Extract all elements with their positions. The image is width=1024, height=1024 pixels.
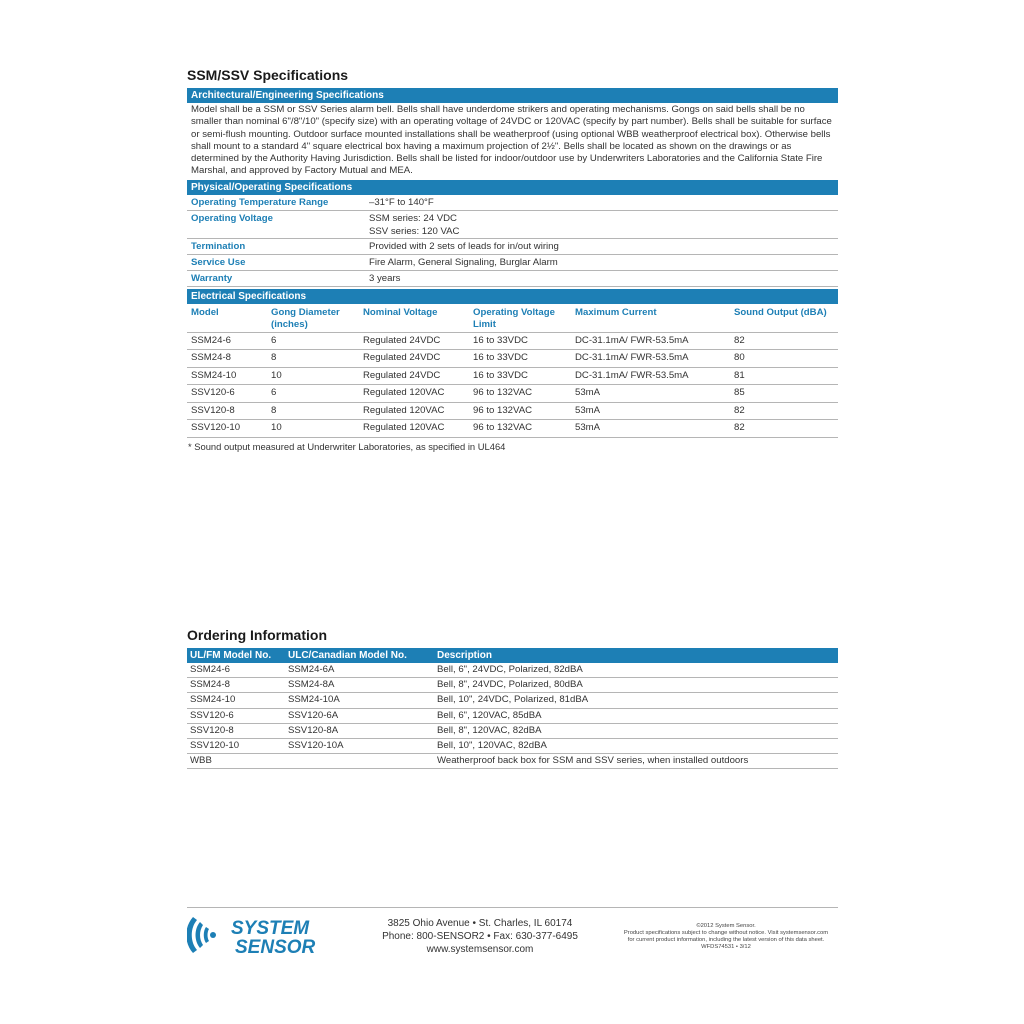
physical-spec-value-line: 3 years (369, 272, 401, 284)
table-row (187, 332, 838, 350)
physical-spec-value (365, 210, 838, 238)
logo-waves-icon (187, 913, 347, 958)
electrical-cell: 96 to 132VAC (469, 385, 571, 403)
electrical-cell: 10 (267, 367, 359, 385)
table-row (187, 385, 838, 403)
ordering-col-ulc: ULC/Canadian Model No. (288, 650, 407, 661)
physical-spec-row (187, 238, 838, 254)
ordering-cell: SSV120-6 (187, 708, 285, 723)
table-row (187, 738, 838, 753)
ordering-cell: SSV120-10 (187, 738, 285, 753)
electrical-cell: Regulated 24VDC (359, 350, 469, 368)
system-sensor-logo (187, 913, 347, 958)
footer-address: 3825 Ohio Avenue • St. Charles, IL 60174 (387, 918, 573, 929)
logo-text-sensor: SENSOR (235, 937, 316, 958)
ordering-cell: SSM24-8A (285, 678, 434, 693)
ordering-cell: Weatherproof back box for SSM and SSV series, when installed outdoors (434, 754, 838, 769)
electrical-cell: 82 (730, 332, 838, 350)
electrical-cell: SSV120-10 (187, 420, 267, 438)
table-row (187, 663, 838, 678)
ordering-cell: SSV120-10A (285, 738, 434, 753)
ordering-section (187, 627, 838, 769)
specifications-section (187, 67, 838, 452)
electrical-cell: 6 (267, 332, 359, 350)
ordering-header (187, 648, 838, 663)
footer-rule (187, 907, 838, 908)
physical-spec-value-line: –31°F to 140°F (369, 196, 434, 208)
physical-spec-label: Service Use (187, 254, 365, 270)
ordering-cell: SSV120-8 (187, 723, 285, 738)
footer-legal-line2: for current product information, including the latest version of this data sheet. (627, 937, 825, 943)
ordering-cell: SSM24-8 (187, 678, 285, 693)
electrical-cell: 81 (730, 367, 838, 385)
table-row (187, 678, 838, 693)
arch-spec-text: Model shall be a SSM or SSV Series alarm bell. Bells shall have underdome strikers and operating mechanisms. Gongs on said bells shall be no smaller than nominal 6"/8"/10" (specify size) with an operating voltage of 24VDC or 120VAC (specify by part number). Bells shall be suitable for surface or semi-flush mounting. Outdoor surface mounted installations shall be weatherproof (using optional WBB weatherproof electrical box). Otherwise bells shall mount to a standard 4" square electrical box having a maximum projection of 2½". Bells shall be located as shown on the drawings or as determined by the Authority Having Jurisdiction. Bells shall be listed for indoor/outdoor use by Underwriters Laboratories and the California State Fire Marshal, and approved by Factory Mutual and MEA. (191, 104, 832, 177)
physical-spec-row (187, 254, 838, 270)
electrical-cell: 53mA (571, 420, 730, 438)
physical-spec-row (187, 270, 838, 286)
footer-phone: Phone: 800-SENSOR2 • Fax: 630-377-6495 (382, 931, 578, 942)
electrical-cell: 96 to 132VAC (469, 420, 571, 438)
electrical-cell: 16 to 33VDC (469, 350, 571, 368)
ordering-cell: Bell, 8", 24VDC, Polarized, 80dBA (434, 678, 838, 693)
specs-title: SSM/SSV Specifications (187, 67, 349, 83)
ordering-cell: Bell, 10", 24VDC, Polarized, 81dBA (434, 693, 838, 708)
ordering-cell: WBB (187, 754, 285, 769)
electrical-cell: 8 (267, 350, 359, 368)
electrical-cell: 85 (730, 385, 838, 403)
electrical-cell: 53mA (571, 385, 730, 403)
electrical-cell: 8 (267, 402, 359, 420)
logo-text-system: SYSTEM (231, 918, 310, 939)
electrical-cell: 82 (730, 420, 838, 438)
footer-address-block (360, 917, 600, 956)
footer-copyright: ©2012 System Sensor. (696, 923, 756, 929)
electrical-spec-header: Electrical Specifications (187, 289, 838, 304)
table-row (187, 723, 838, 738)
table-row (187, 754, 838, 769)
physical-spec-value-line-2: SSV series: 120 VAC (369, 225, 460, 237)
physical-spec-row (187, 210, 838, 238)
physical-spec-value-line: Provided with 2 sets of leads for in/out wiring (369, 240, 559, 252)
electrical-cell: SSM24-8 (187, 350, 267, 368)
table-row (187, 693, 838, 708)
ordering-cell: SSV120-6A (285, 708, 434, 723)
physical-spec-value (365, 195, 838, 211)
electrical-col-header: Sound Output (dBA) (730, 304, 838, 333)
electrical-col-header: Gong Diameter (inches) (267, 304, 359, 333)
ordering-cell: Bell, 8", 120VAC, 82dBA (434, 723, 838, 738)
ordering-title: Ordering Information (187, 627, 327, 643)
table-row (187, 350, 838, 368)
electrical-col-header: Maximum Current (571, 304, 730, 333)
footer-web[interactable]: www.systemsensor.com (426, 944, 534, 955)
ordering-col-description: Description (437, 650, 493, 661)
ordering-cell: SSM24-6A (285, 663, 434, 678)
electrical-cell: SSM24-10 (187, 367, 267, 385)
electrical-cell: SSM24-6 (187, 332, 267, 350)
footer-legal (615, 923, 837, 951)
electrical-cell: 16 to 33VDC (469, 367, 571, 385)
electrical-cell: 96 to 132VAC (469, 402, 571, 420)
electrical-cell: Regulated 24VDC (359, 332, 469, 350)
physical-spec-label: Termination (187, 238, 365, 254)
electrical-cell: DC-31.1mA/ FWR-53.5mA (571, 350, 730, 368)
physical-spec-value-line: Fire Alarm, General Signaling, Burglar Alarm (369, 256, 558, 268)
ordering-cell: Bell, 10", 120VAC, 82dBA (434, 738, 838, 753)
physical-spec-table (187, 195, 838, 287)
footer-legal-line1: Product specifications subject to change without notice. Visit systemsensor.com (623, 930, 829, 936)
ordering-cell: SSM24-6 (187, 663, 285, 678)
ordering-col-ulfm: UL/FM Model No. (190, 650, 272, 661)
footer-docnum: WFDS74531 • 3/12 (701, 944, 751, 950)
ordering-table (187, 663, 838, 769)
electrical-cell: 80 (730, 350, 838, 368)
electrical-cell: Regulated 120VAC (359, 402, 469, 420)
physical-spec-value (365, 238, 838, 254)
electrical-cell: SSV120-6 (187, 385, 267, 403)
electrical-cell: 82 (730, 402, 838, 420)
ordering-cell: Bell, 6", 24VDC, Polarized, 82dBA (434, 663, 838, 678)
electrical-cell: Regulated 24VDC (359, 367, 469, 385)
electrical-cell: 53mA (571, 402, 730, 420)
physical-spec-label: Operating Voltage (187, 210, 365, 238)
table-row (187, 367, 838, 385)
electrical-cell: DC-31.1mA/ FWR-53.5mA (571, 367, 730, 385)
electrical-cell: Regulated 120VAC (359, 420, 469, 438)
electrical-col-header: Operating Voltage Limit (469, 304, 571, 333)
physical-spec-row (187, 195, 838, 211)
ordering-cell: SSM24-10A (285, 693, 434, 708)
table-row (187, 402, 838, 420)
ordering-cell (285, 754, 434, 769)
sound-output-note: * Sound output measured at Underwriter Laboratories, as specified in UL464 (188, 440, 506, 452)
physical-spec-header: Physical/Operating Specifications (187, 180, 838, 195)
physical-spec-value (365, 270, 838, 286)
physical-spec-label: Operating Temperature Range (187, 195, 365, 211)
ordering-cell: SSM24-10 (187, 693, 285, 708)
electrical-cell: DC-31.1mA/ FWR-53.5mA (571, 332, 730, 350)
arch-spec-header: Architectural/Engineering Specifications (187, 88, 838, 103)
table-row (187, 708, 838, 723)
electrical-cell: 16 to 33VDC (469, 332, 571, 350)
electrical-col-header: Model (187, 304, 267, 333)
electrical-cell: 10 (267, 420, 359, 438)
physical-spec-value-line: SSM series: 24 VDC (369, 212, 457, 224)
ordering-cell: SSV120-8A (285, 723, 434, 738)
ordering-cell: Bell, 6", 120VAC, 85dBA (434, 708, 838, 723)
electrical-col-header: Nominal Voltage (359, 304, 469, 333)
electrical-cell: 6 (267, 385, 359, 403)
electrical-spec-table (187, 304, 838, 438)
electrical-cell: Regulated 120VAC (359, 385, 469, 403)
electrical-cell: SSV120-8 (187, 402, 267, 420)
physical-spec-label: Warranty (187, 270, 365, 286)
physical-spec-value (365, 254, 838, 270)
table-row (187, 420, 838, 438)
